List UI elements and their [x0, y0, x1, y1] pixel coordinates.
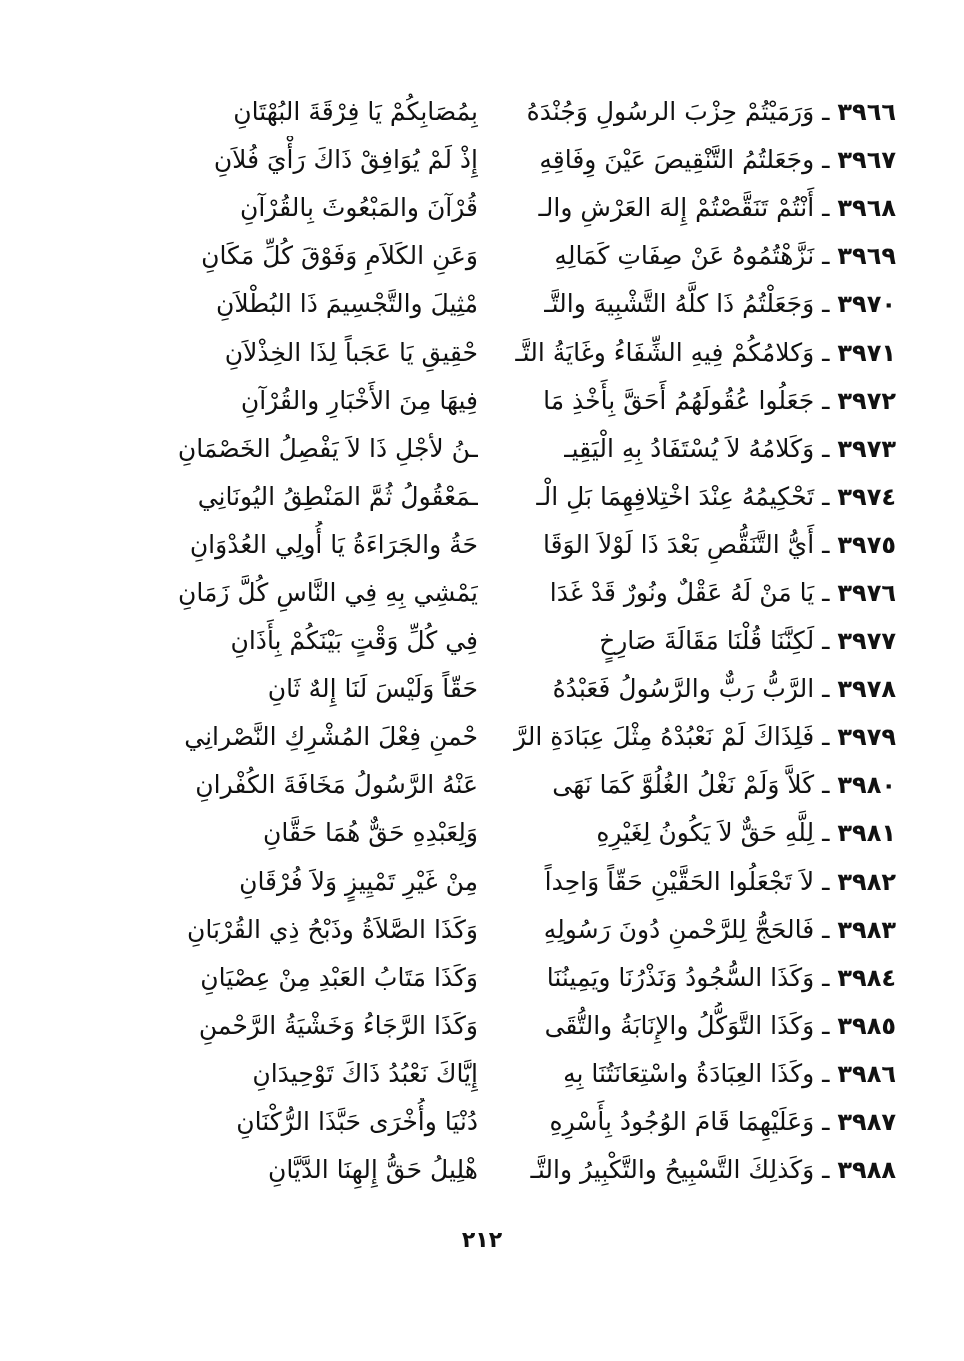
- verse-first-hemistich: [478, 232, 896, 280]
- verse-first-hemistich: [478, 329, 896, 377]
- verse-first-text: يَا مَنْ لَهُ عَقْلٌ ونُورٌ قَدْ غَدَا: [549, 577, 815, 607]
- verse-number: ٣٩٧٨: [837, 675, 896, 704]
- verse-line: [70, 1146, 896, 1194]
- verse-number-dash: ـ: [814, 962, 838, 992]
- poem-body: [70, 88, 896, 1194]
- verse-first-hemistich: [478, 713, 896, 761]
- verse-line: [70, 809, 896, 857]
- verse-first-text: وَجَعَلْتُمُ ذَا كلَّهُ التَّشْبِيهَ والتَّـ: [544, 289, 815, 319]
- verse-first-text: فَلِذَاكَ لَمْ نَعْبُدْهُ مِثْلَ عِبَادَةِ الرَّ: [513, 722, 815, 752]
- verse-number-dash: ـ: [814, 1107, 838, 1137]
- verse-first-text: وَكلامُكُمْ فِيهِ الشِّفَاءُ وغَايَةُ التَّـ: [515, 337, 815, 367]
- verse-second-hemistich: قُرْآنَ والمَبْعُوثَ بِالقُرْآنِ: [239, 193, 478, 223]
- verse-line: [70, 954, 896, 1002]
- verse-number: ٣٩٧٦: [837, 578, 896, 607]
- verse-line: [70, 425, 896, 473]
- verse-second-hemistich: حَةُ والجَرَاءَةُ يَا أُولِي العُدْوَانِ: [189, 529, 478, 559]
- verse-number: ٣٩٨٤: [837, 963, 896, 992]
- verse-line: [70, 88, 896, 136]
- verse-line: [70, 232, 896, 280]
- verse-number: ٣٩٨٥: [837, 1011, 896, 1040]
- verse-number: ٣٩٦٩: [837, 242, 896, 271]
- verse-line: [70, 184, 896, 232]
- verse-first-hemistich: [478, 377, 896, 425]
- verse-second-hemistich: فِيهَا مِنَ الأَخْبَارِ والقُرْآنِ: [240, 385, 478, 415]
- verse-first-hemistich: [478, 569, 896, 617]
- verse-line: [70, 713, 896, 761]
- verse-second-hemistich: حْمنِ فِعْلَ المُشْرِكِ النَّصْرانِي: [184, 722, 478, 752]
- verse-line: [70, 328, 896, 376]
- verse-number-dash: ـ: [814, 626, 838, 656]
- verse-number: ٣٩٨١: [837, 819, 896, 848]
- verse-second-hemistich: بِمُصَابِكُمْ يَا فِرْقَةَ البُهْتَانِ: [233, 97, 478, 127]
- verse-number-dash: ـ: [814, 193, 838, 223]
- verse-second-hemistich: وَكَذَا مَتَابُ العَبْدِ مِنْ عِصْيَانِ: [200, 962, 478, 992]
- verse-first-hemistich: [478, 521, 896, 569]
- verse-number-dash: ـ: [814, 770, 838, 800]
- verse-first-hemistich: [478, 425, 896, 473]
- verse-number: ٣٩٧١: [837, 338, 896, 367]
- verse-number-dash: ـ: [814, 241, 838, 271]
- verse-first-text: نَزَّهْتُمُوهُ عَنْ صِفَاتِ كَمَالِهِ: [554, 241, 815, 271]
- verse-number: ٣٩٧٧: [837, 627, 896, 656]
- verse-first-hemistich: [478, 809, 896, 857]
- verse-number-dash: ـ: [814, 1010, 838, 1040]
- verse-first-hemistich: [478, 1002, 896, 1050]
- verse-first-hemistich: [478, 1050, 896, 1098]
- verse-second-hemistich: وَكَذَا الصَّلاَةُ وذَبْحُ ذِي القُرْبَانِ: [186, 914, 478, 944]
- verse-second-hemistich: ـمَعْقُولُ ثُمَّ المَنْطِقُ اليُونَانِي: [197, 481, 478, 511]
- verse-second-hemistich: هْلِيلُ حَقُّ إِلهِنَا الدَّيَّانِ: [268, 1155, 478, 1185]
- verse-first-text: وَعَلَيْهِمَا قَامَ الوُجُودُ بِأَسْرِهِ: [549, 1107, 815, 1137]
- verse-first-hemistich: [478, 1098, 896, 1146]
- verse-line: [70, 136, 896, 184]
- verse-number: ٣٩٧٢: [837, 386, 896, 415]
- verse-second-hemistich: وَكَذَا الرَّجَاءُ وَخَشْيَةُ الرَّحْمنِ: [198, 1010, 478, 1040]
- verse-first-hemistich: [478, 88, 896, 136]
- verse-number: ٣٩٧٩: [837, 723, 896, 752]
- verse-first-hemistich: [478, 617, 896, 665]
- verse-number: ٣٩٨٦: [837, 1059, 896, 1088]
- verse-second-hemistich: حَقّاً وَلَيْسَ لَنَا إِلهٌ ثَانِ: [267, 674, 478, 704]
- verse-number: ٣٩٨٧: [837, 1108, 896, 1137]
- verse-first-text: لَكِنَّنَا قُلْنَا مَقَالَةَ صَارِخٍ: [599, 626, 815, 656]
- verse-first-hemistich: [478, 184, 896, 232]
- verse-first-hemistich: [478, 906, 896, 954]
- verse-number: ٣٩٦٧: [837, 146, 896, 175]
- verse-number: ٣٩٦٨: [837, 194, 896, 223]
- verse-line: [70, 280, 896, 328]
- verse-number-dash: ـ: [814, 722, 838, 752]
- verse-number-dash: ـ: [814, 866, 838, 896]
- verse-line: [70, 858, 896, 906]
- verse-first-text: كَلاَّ وَلَمْ نَغْلُ الغُلُوَّ كَمَا نَهَى: [552, 770, 815, 800]
- verse-first-text: وَكَذَا التَّوَكُّلُ والإِنَابَةُ والتُّقَى: [544, 1010, 815, 1040]
- verse-second-hemistich: يَمْشِي بِهِ فِي النَّاسِ كُلَّ زَمَانِ: [178, 577, 478, 607]
- verse-second-hemistich: إِذْ لَمْ يُوَافِقْ ذَاكَ رَأْيَ فُلاَنِ: [213, 145, 478, 175]
- verse-number: ٣٩٧٥: [837, 530, 896, 559]
- verse-number: ٣٩٨٣: [837, 915, 896, 944]
- verse-number-dash: ـ: [814, 145, 838, 175]
- verse-first-text: لِلَّهِ حَقٌّ لاَ يَكُونُ لِغَيْرِهِ: [596, 818, 815, 848]
- verse-number: ٣٩٧٣: [837, 434, 896, 463]
- verse-number: ٣٩٨٨: [837, 1156, 896, 1185]
- verse-first-hemistich: [478, 858, 896, 906]
- verse-line: [70, 521, 896, 569]
- verse-first-text: وَكَذَا السُّجُودُ وَنَذْرُنَا ويَمِينُنَا: [546, 962, 815, 992]
- verse-number-dash: ـ: [814, 577, 838, 607]
- verse-first-text: وكَذَا العِبَادَةُ واسْتِعَانَتُنَا بِهِ: [563, 1058, 815, 1088]
- verse-first-text: الرَّبُّ رَبٌّ والرَّسُولُ فَعَبْدُهُ: [552, 674, 815, 704]
- verse-number-dash: ـ: [814, 529, 838, 559]
- verse-line: [70, 473, 896, 521]
- verse-first-text: جَعَلُوا عُقُولَهُمُ أَحَقَّ بِأَخْذِ مَا: [543, 385, 815, 415]
- verse-line: [70, 1002, 896, 1050]
- verse-number-dash: ـ: [814, 674, 838, 704]
- verse-number: ٣٩٧٤: [837, 482, 896, 511]
- verse-first-text: وَرَمَيْتُمْ حِزْبَ الرسُولِ وَجُنْدَهُ: [526, 97, 815, 127]
- verse-first-hemistich: [478, 954, 896, 1002]
- verse-number: ٣٩٦٦: [837, 98, 896, 127]
- verse-first-hemistich: [478, 280, 896, 328]
- verse-second-hemistich: وَعَنِ الكَلاَمِ وَفَوْقَ كُلِّ مَكَانِ: [201, 241, 478, 271]
- verse-number-dash: ـ: [814, 914, 838, 944]
- verse-second-hemistich: دُنْيَا وأُخْرَى حَبَّذَا الرُّكْنَانِ: [236, 1107, 478, 1137]
- verse-line: [70, 569, 896, 617]
- verse-first-text: وجَعَلتُمُ التَّنْقِيصَ عَيْنَ وِفَاقِهِ: [539, 145, 815, 175]
- verse-number-dash: ـ: [814, 385, 838, 415]
- verse-second-hemistich: إِيَّاكَ نَعْبُدُ ذَاكَ تَوْحِيدَانِ: [252, 1058, 478, 1088]
- verse-number-dash: ـ: [814, 1058, 838, 1088]
- verse-first-text: تَحْكِيمُهُ عِنْدَ اخْتِلافِهِمَا بَلِ الْـ: [536, 481, 815, 511]
- verse-number: ٣٩٨٢: [837, 867, 896, 896]
- verse-number-dash: ـ: [814, 97, 838, 127]
- verse-second-hemistich: مِنْ غَيْرِ تَمْيِيزٍ وَلاَ فُرْقَانِ: [239, 866, 478, 896]
- verse-second-hemistich: حْقِيقِ يَا عَجَباً لِذَا الخِذْلاَنِ: [224, 337, 478, 367]
- verse-second-hemistich: مْثِيلَ والتَّجْسِيمَ ذَا البُطْلاَنِ: [215, 289, 478, 319]
- verse-first-hemistich: [478, 136, 896, 184]
- verse-number-dash: ـ: [814, 337, 838, 367]
- verse-first-text: أَيُّ التَّنَقُّصِ بَعْدَ ذَا لَوْلاَ الوَقَا: [542, 529, 815, 559]
- verse-number-dash: ـ: [814, 289, 838, 319]
- verse-first-text: وَكَلامُهُ لاَ يُسْتَفَادُ بِهِ الْيَقِيـ: [564, 433, 815, 463]
- verse-second-hemistich: وَلِعَبْدِهِ حَقٌّ هُمَا حَقَّانِ: [263, 818, 478, 848]
- verse-number: ٣٩٨٠: [837, 771, 896, 800]
- verse-line: [70, 617, 896, 665]
- verse-first-hemistich: [478, 665, 896, 713]
- verse-line: [70, 906, 896, 954]
- verse-second-hemistich: ـنُ لأجْلِ ذَا لاَ يَفْصِلُ الخَصْمَانِ: [177, 433, 478, 463]
- verse-first-hemistich: [478, 1146, 896, 1194]
- verse-first-text: أَنْتُمْ تَنَقَّصْتُمْ إِلهَ العَرْشِ والـ: [538, 193, 815, 223]
- verse-first-hemistich: [478, 761, 896, 809]
- verse-number-dash: ـ: [814, 1155, 838, 1185]
- verse-first-hemistich: [478, 473, 896, 521]
- verse-line: [70, 665, 896, 713]
- verse-first-text: وَكَذلِكَ التَّسْبِيحُ والتَّكْبِيرُ والتَّـ: [530, 1155, 815, 1185]
- verse-number-dash: ـ: [814, 433, 838, 463]
- verse-second-hemistich: فِي كُلِّ وَقْتٍ بَيْنَكُمْ بِأَذَانِ: [230, 626, 478, 656]
- verse-line: [70, 1098, 896, 1146]
- verse-line: [70, 377, 896, 425]
- verse-first-text: فَالحَجُّ لِلرَّحْمنِ دُونَ رَسُولِهِ: [543, 914, 815, 944]
- verse-number: ٣٩٧٠: [837, 290, 896, 319]
- page-number: ٢١٢: [461, 1228, 503, 1253]
- verse-number-dash: ـ: [814, 481, 838, 511]
- verse-number-dash: ـ: [814, 818, 838, 848]
- verse-line: [70, 1050, 896, 1098]
- verse-line: [70, 761, 896, 809]
- verse-second-hemistich: عَنْهُ الرَّسُولُ مَخَافَةَ الكُفْرانِ: [195, 770, 478, 800]
- verse-first-text: لاَ تَجْعَلُوا الحَقَّيْنِ حَقّاً وَاحِداً: [544, 866, 815, 896]
